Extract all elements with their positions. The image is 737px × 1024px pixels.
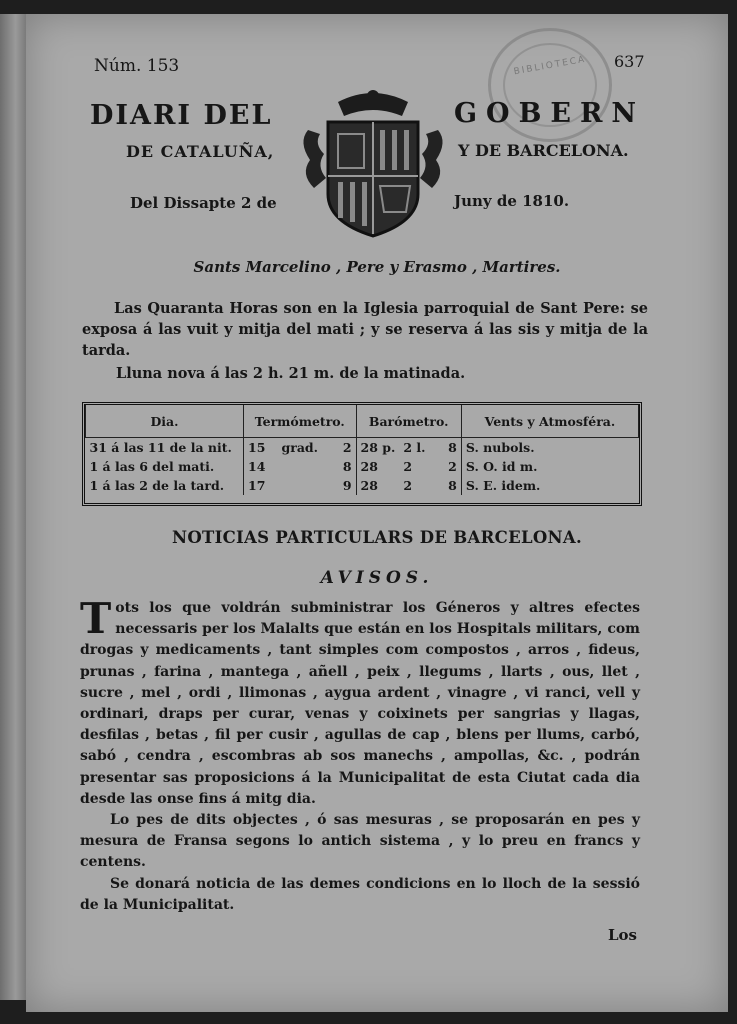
cell-pt: 2 (448, 459, 457, 474)
cell-temp: 17 (244, 476, 278, 495)
cell-baro: 28 (356, 476, 399, 495)
avisos-body (80, 594, 640, 916)
header-dia: Dia. (86, 405, 244, 438)
date-right: Juny de 1810. (454, 192, 570, 210)
cell-lin: 2 l. (403, 440, 426, 455)
cell-lin: 2 (403, 459, 413, 474)
quaranta-horas-notice (82, 298, 648, 361)
cell-temp-frac: 8 (342, 459, 352, 474)
cell-baro: 28 p. (356, 438, 399, 458)
quaranta-horas-text: Las Quaranta Horas son en la Iglesia parroquial de Sant Pere: se exposa á las vuit y mitja del mati ; y se reserva á las sis y mitja de la tarda. (82, 300, 648, 359)
date-left: Del Dissapte 2 de (130, 194, 277, 212)
avisos-title: AVISOS. (320, 568, 434, 588)
moon-phase-notice: Lluna nova á las 2 h. 21 m. de la matinada. (116, 365, 466, 382)
drop-cap: T (80, 594, 112, 643)
cell-grad: grad. (281, 440, 319, 455)
cell-temp: 14 (244, 457, 278, 476)
cell-vent: S. O. id m. (461, 457, 638, 476)
masthead-subtitle-right: Y DE BARCELONA. (458, 141, 629, 160)
cell-dia: 31 á las 11 de la nit. (89, 440, 232, 455)
weather-table (82, 402, 642, 506)
table-row (86, 457, 639, 476)
stamp-text: BIBLIOTECA (512, 54, 587, 78)
masthead-title-left: DIARI DEL (90, 100, 273, 131)
saints-of-day: Sants Marcelino , Pere y Erasmo , Martires. (193, 258, 561, 276)
cell-dia: 1 á las 6 del mati. (89, 459, 215, 474)
cell-lin: 2 (403, 478, 413, 493)
cell-dia: 1 á las 2 de la tard. (89, 478, 225, 493)
cell-pt: 8 (448, 440, 457, 455)
avisos-paragraph-3: Se donará noticia de las demes condicions en lo lloch de la sessió de la Municipalitat. (80, 875, 640, 913)
cell-vent: S. nubols. (461, 438, 638, 458)
cell-baro: 28 (356, 457, 399, 476)
table-row (86, 476, 639, 495)
header-termometro: Termómetro. (244, 405, 357, 438)
cell-vent: S. E. idem. (461, 476, 638, 495)
cell-temp: 15 (244, 438, 278, 458)
cell-grad (278, 476, 323, 495)
avisos-paragraph-2: Lo pes de dits objectes , ó sas mesuras , se proposarán en pes y mesura de Fransa segons lo antich sistema , y lo preu en francs y centens. (80, 812, 640, 871)
cell-grad (278, 457, 323, 476)
masthead-title-right: GOBERN (454, 98, 646, 129)
avisos-paragraph-1: ots los que voldrán subministrar los Géneros y altres efectes necessaris per los Malalts que están en los Hospitals militars, com drogas y medicaments , tant simples com compostos , arros , fideus, prunas , farina , mantega , añell , peix , llegums , llarts , ous, llet , sucre , mel , ordi , llimonas , aygua ardent , vinagre , vi ranci, vell y ordinari, draps per curar, venas y coixinets per sangrias y llagas, desfilas , betas , fil per cusir , agullas de cap , blens per llums, carbó, sabó , cendra , escombras ab sos manechs , ampollas, &c. , podrán presentar sas proposicions á la Municipalitat de esta Ciutat cada dia desde las onse fins á mitg dia. (80, 600, 640, 807)
cell-temp-frac: 2 (342, 440, 352, 455)
adjacent-page-edge (0, 14, 28, 1000)
cell-temp-frac: 9 (342, 478, 352, 493)
newspaper-page (26, 14, 728, 1012)
page-number: 637 (614, 52, 645, 71)
header-vents: Vents y Atmosféra. (461, 405, 638, 438)
cell-pt: 8 (448, 478, 457, 493)
header-barometro: Barómetro. (356, 405, 461, 438)
coat-of-arms-icon (298, 82, 448, 242)
masthead-subtitle-left: DE CATALUÑA, (126, 142, 275, 161)
table-row (86, 438, 639, 458)
catchword: Los (608, 926, 637, 944)
section-title: NOTICIAS PARTICULARS DE BARCELONA. (171, 528, 583, 547)
issue-number: Núm. 153 (94, 56, 180, 76)
